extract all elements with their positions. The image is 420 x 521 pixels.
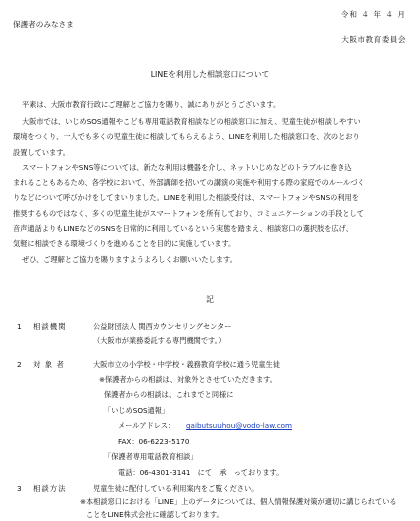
item-2-label: 対 象 者 — [33, 360, 65, 369]
paragraph-2-line-3: 設置しています。 — [13, 148, 70, 157]
item-3-line-1: 児童生徒に配付している利用案内をご覧ください。 — [93, 484, 259, 493]
item-3-line-3: ことをLINE株式会社に確認しております。 — [86, 510, 224, 519]
item-1-label: 相談機関 — [33, 322, 67, 331]
item-3-number: 3 — [17, 484, 22, 493]
paragraph-3-line-5: 音声通話よりもLINEなどのSNSを日常的に利用しているという実態を踏まえ、相談窓口の選択肢を広げ、 — [13, 224, 353, 233]
item-2-line-3: 保護者からの相談は、これまでと同様に — [104, 390, 234, 399]
item-2-line-8: 電話：06-4301-3141 にて 承 っております。 — [118, 468, 284, 477]
item-1-number: 1 — [17, 322, 22, 331]
paragraph-3-line-3: りなどについて呼びかけをしてまいりました。LINEを利用した相談受付は、スマートフォンやSNSの利用を — [13, 193, 359, 202]
item-1-line-1: 公益財団法人 関西カウンセリングセンター — [93, 322, 232, 331]
date: 令和 ４ 年 ４ 月 — [340, 10, 406, 19]
item-2-line-2: ※保護者からの相談は、対象外とさせていただきます。 — [99, 375, 277, 384]
item-2-line-5: メールアドレス： — [118, 421, 176, 430]
paragraph-3-line-4: 推奨するものではなく、多くの児童生徒がスマートフォンを所有しており、コミュニケーションの手段として — [13, 209, 364, 218]
paragraph-3-line-1: スマートフォンやSNS等については、新たな利用は機器を介し、ネットいじめなどのトラブルに巻き込 — [22, 163, 352, 172]
page-title: LINEを利用した相談窓口について — [150, 70, 270, 79]
item-3-label: 相談方法 — [33, 484, 67, 493]
sender: 大阪市教育委員会 — [341, 35, 406, 44]
item-2-line-6: FAX：06-6223-5170 — [118, 437, 190, 446]
paragraph-3-line-2: まれることもあるため、各学校において、外部講師を招いての講演の実施や利用する際の家庭でのルールづく — [13, 178, 365, 187]
ki-heading: 記 — [206, 295, 214, 304]
paragraph-2-line-2: 環境をつくり、一人でも多くの児童生徒に相談してもらえるよう、LINEを利用した相談窓口を、次のとおり — [13, 132, 360, 141]
item-1-line-2: （大阪市が業務委託する専門機関です。） — [93, 336, 226, 345]
email-link[interactable]: gaibutsuuhou@vodo-law.com — [186, 421, 293, 430]
item-2-line-7: 「保護者専用電話教育相談」 — [104, 452, 198, 461]
item-2-line-4: 「いじめSOS通報」 — [104, 406, 170, 415]
paragraph-1: 平素は、大阪市教育行政にご理解とご協力を賜り、誠にありがとうございます。 — [22, 100, 281, 109]
item-3-line-2: ※本相談窓口における「LINE」上のデータについては、個人情報保護対策が適切に講じられている — [80, 497, 397, 506]
item-2-line-1: 大阪市立の小学校・中学校・義務教育学校に通う児童生徒 — [93, 360, 280, 369]
paragraph-2-line-1: 大阪市では、いじめSOS通報やこども専用電話教育相談などの相談窓口に加え、児童生徒が相談しやすい — [22, 117, 361, 126]
paragraph-3-line-6: 気軽に相談できる環境づくりを進めることを目的に実施しています。 — [13, 239, 236, 248]
paragraph-4: ぜひ、ご理解とご協力を賜りますようよろしくお願いいたします。 — [22, 255, 237, 264]
item-2-number: 2 — [17, 360, 22, 369]
addressee: 保護者のみなさま — [13, 20, 74, 29]
